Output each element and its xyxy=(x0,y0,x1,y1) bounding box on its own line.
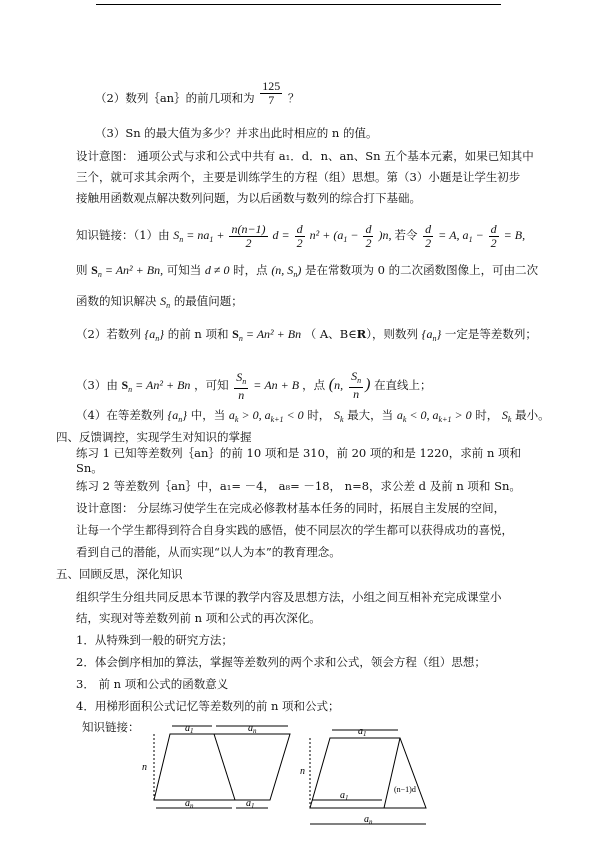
header-rule xyxy=(96,0,501,5)
list-item: 2．体会倒序相加的算法，掌握等差数列的两个求和公式，领会方程（组）思想； xyxy=(76,655,486,669)
fraction-num: 125 xyxy=(262,79,281,93)
fig1-bottom-left-label: $a_n$ xyxy=(185,798,194,810)
question-2-tail: ？ xyxy=(287,91,300,105)
section-4-heading: 四、反馈调控，实现学生对知识的掌握 xyxy=(56,430,252,444)
fig2-bottom-label: $a_1$ xyxy=(340,790,349,802)
exercise-1-line1: 练习 1 已知等差数列｛an｝的前 10 项和是 310，前 20 项的和是 1220，求前 n 项和 xyxy=(76,446,522,460)
design-intent-2-line3: 看到自己的潜能，从而实现“以人为本”的教育理念。 xyxy=(76,545,341,559)
review-line2: 结，实现对等差数列前 n 项和公式的再次深化。 xyxy=(76,611,321,625)
sn-formula: $S_n = na_1$ + $\frac{n(n-1)}{2}$ d = $\frac{d}{2}$ $n^2 + (a_1$ − $\frac{d}{2}$ )n, xyxy=(173,221,392,250)
knowledge-link-lead: 知识链接：（1）由 xyxy=(76,228,170,242)
knowledge-link-label: 知识链接： xyxy=(82,720,140,734)
design-intent-2-line1: 设计意图： 分层练习使学生在完成必修教材基本任务的同时，拓展自主发展的空间， xyxy=(76,501,506,515)
fig1-height-label: n xyxy=(142,762,147,773)
knowledge-link-5: （3）由 $S_n = An^2 + Bn$ ，可知 $\frac{S_n}{n}$ = An + B ，点 (n, $\frac{S_n}{n}$ ) 在直线上； xyxy=(76,368,432,402)
list-item: 4．用梯形面积公式记忆等差数列的前 n 项和公式； xyxy=(76,699,340,713)
trapezoid-figure-2 xyxy=(298,720,443,836)
exercise-1-line2: Sn。 xyxy=(76,461,103,475)
design-intent-2-line2: 让每一个学生都得到符合自身实践的感悟，使不同层次的学生都可以获得成功的喜悦， xyxy=(76,523,513,537)
fig2-top-label: $a_1$ xyxy=(358,726,367,738)
fraction-125-7 xyxy=(260,80,282,107)
design-intent-1-line3: 接触用函数观点解决数列问题，为以后函数与数列的综合打下基础。 xyxy=(76,191,421,205)
trapezoid-figure-1 xyxy=(140,722,300,812)
knowledge-link-3: 函数的知识解决 $S_n$ 的最值问题； xyxy=(76,294,243,310)
section-5-heading: 五、回顾反思，深化知识 xyxy=(56,567,183,581)
exercise-2: 练习 2 等差数列｛an｝中，a₁= －4， a₈= －18， n=8，求公差 d 及前 n 项和 Sn。 xyxy=(76,479,521,493)
ruo-ling: 若令 xyxy=(394,228,418,242)
fig2-base-label: $a_n$ xyxy=(364,814,373,826)
review-line1: 组织学生分组共同反思本节课的教学内容及思想方法，小组之间互相补充完成课堂小 xyxy=(76,590,502,604)
design-intent-1-line2: 三个，就可求其余两个，主要是训练学生的方程（组）思想。第（3）小题是让学生初步 xyxy=(76,170,521,184)
list-item: 3． 前 n 项和公式的函数意义 xyxy=(76,677,229,691)
fig2-side-label: (n−1)d xyxy=(394,785,416,794)
fig1-bottom-right-label: $a_1$ xyxy=(246,798,255,810)
knowledge-link-6: （4）在等差数列 $\{a_n\}$ 中，当 $a_k > 0$, $a_{k+1} < 0$ 时， $S_k$ 最大，当 $a_k < 0$, $a_{k+1} > 0$ 时， $S_k$ 最小。 xyxy=(76,408,550,424)
ab-definition: $\frac{d}{2}$ = A, $a_1$ − $\frac{d}{2}$ = B, xyxy=(425,221,526,250)
knowledge-link-2: 则 $S_n = An^2 + Bn$, 可知当 d ≠ 0 时，点 (n, $S_n$) 是在常数项为 0 的二次函数图像上，可由二次 xyxy=(76,263,539,279)
split-line xyxy=(384,738,400,808)
question-3: （3）Sn 的最大值为多少？并求出此时相应的 n 的值。 xyxy=(95,126,378,140)
fraction-den: 7 xyxy=(268,93,275,107)
knowledge-link-4: （2）若数列 $\{a_n\}$ 的前 n 项和 $S_n = An^2 + Bn$ （ A、B∈R），则数列 $\{a_n\}$ 一定是等差数列； xyxy=(76,327,537,343)
trapezoid-outline xyxy=(310,738,426,808)
fig1-top-left-label: $a_1$ xyxy=(185,723,194,735)
split-line xyxy=(214,734,235,800)
fig1-top-right-label: $a_n$ xyxy=(248,723,257,735)
fig2-height-label: n xyxy=(300,766,305,777)
parallelogram-outline xyxy=(154,734,290,800)
list-item: 1．从特殊到一般的研究方法； xyxy=(76,633,233,647)
knowledge-link-1 xyxy=(76,218,525,257)
question-2-text: （2）数列｛an｝的前几项和为 xyxy=(95,91,255,105)
design-intent-1-line1: 设计意图： 通项公式与求和公式中共有 a₁．d．n、an、Sn 五个基本元素，如果已知其中 xyxy=(76,149,534,163)
question-2 xyxy=(95,80,299,107)
